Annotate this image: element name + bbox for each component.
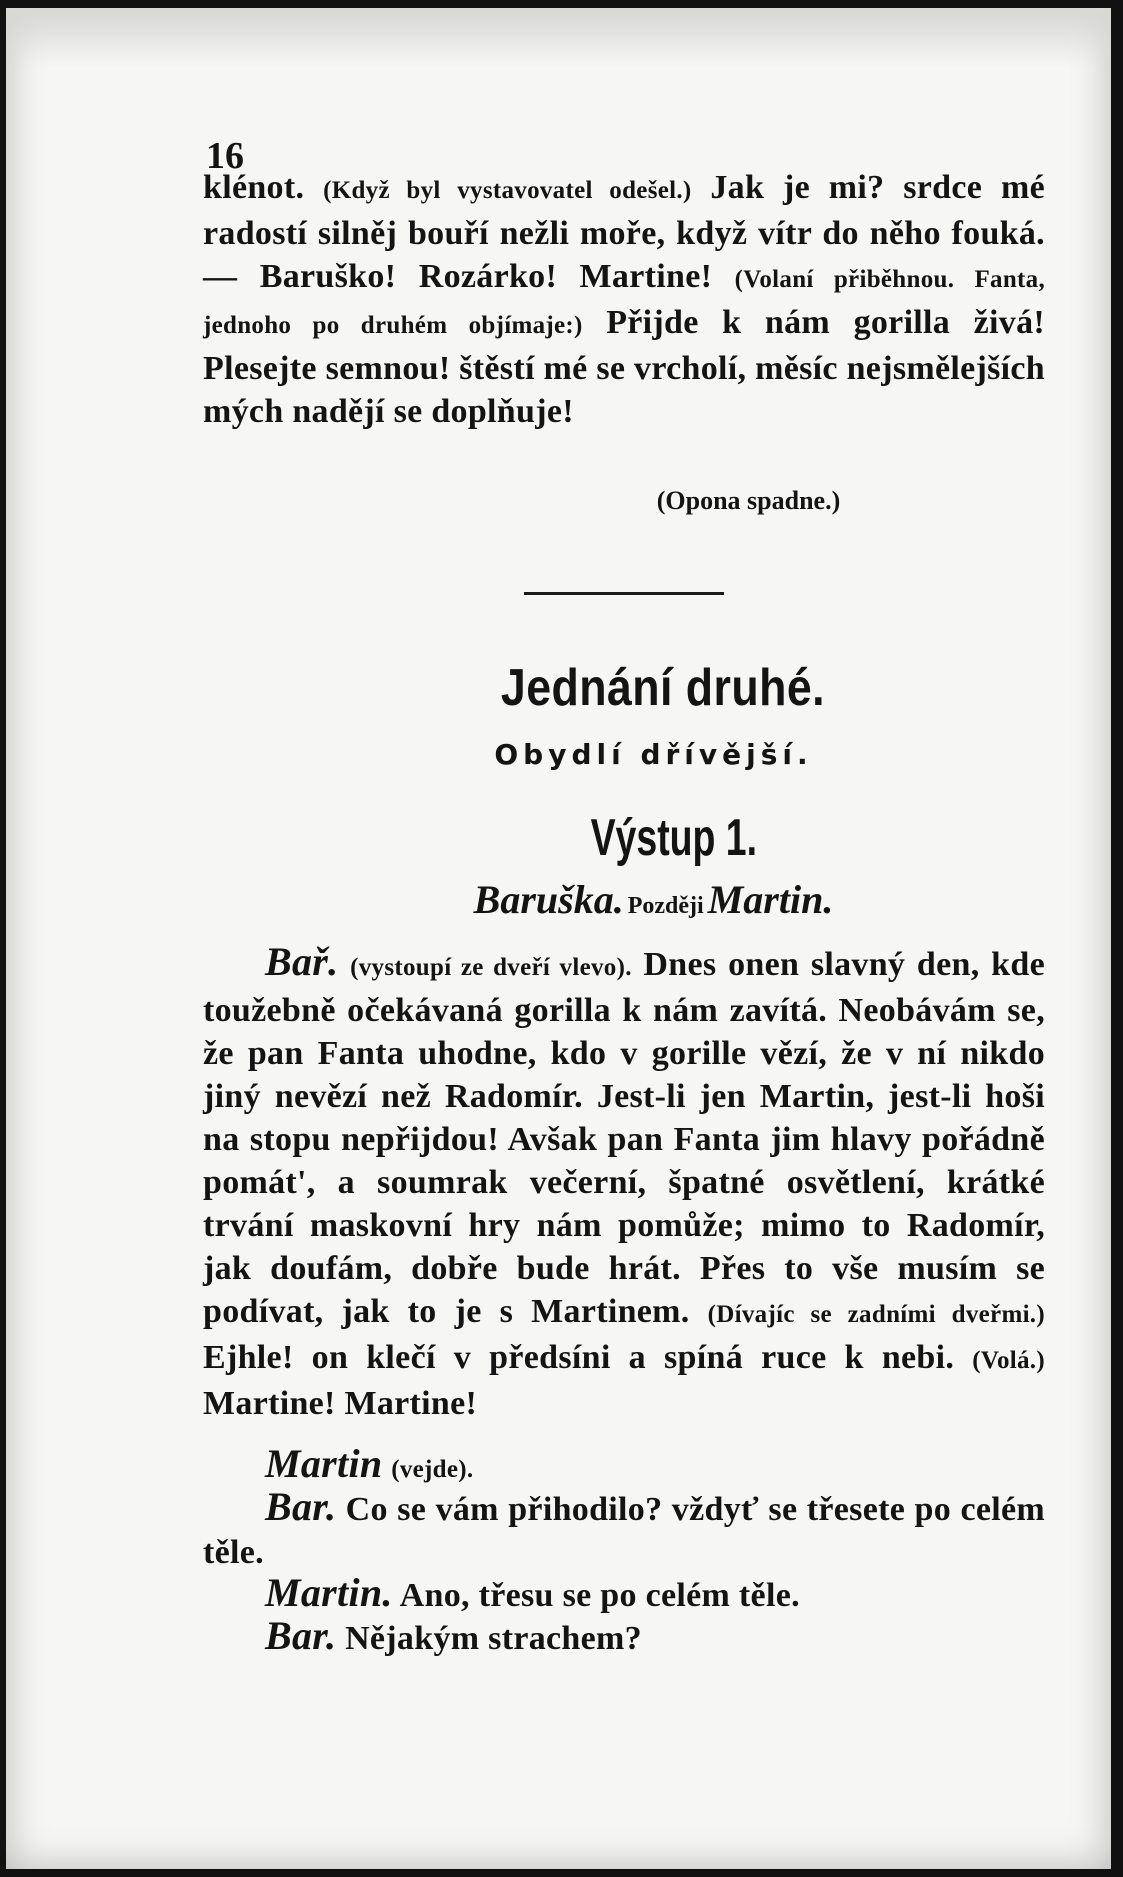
- stage-direction: (Volaní přiběhnou. Fanta, jednoho po druhém objímaje:): [203, 266, 1045, 339]
- speaker: Bar.: [265, 1484, 337, 1529]
- speech: Martine! Martine!: [203, 1385, 478, 1422]
- speech: Ano, třesu se po celém těle.: [399, 1577, 800, 1614]
- cast-first: Baruška.: [473, 877, 624, 922]
- dialogue-martin-2: [203, 1571, 1045, 1617]
- speech: Co se vám přihodilo? vždyť se třesete po celém těle.: [203, 1491, 1045, 1571]
- book-page: [6, 8, 1111, 1869]
- speaker: Martin.: [265, 1570, 393, 1615]
- text: klénot.: [203, 169, 305, 206]
- speech: Nějakým strachem?: [345, 1620, 642, 1657]
- scene-title: Výstup 1.: [590, 809, 758, 867]
- section-divider: [524, 592, 724, 595]
- speaker: Bař.: [265, 939, 339, 984]
- dialogue-baruska-2: [203, 1485, 1045, 1574]
- stage-direction: (vystoupí ze dveří vlevo).: [350, 954, 632, 981]
- curtain-direction: (Opona spadne.): [656, 486, 841, 515]
- act-title: Jednání druhé.: [500, 659, 825, 717]
- stage-direction: (Dívajíc se zadními dveřmi.): [707, 1301, 1045, 1328]
- cast-second: Martin.: [707, 877, 834, 922]
- text: Jak je mi? srdce mé radostí silněj bouří nežli moře, když vítr do něho fouká. — Baruško! Rozárko! Martine!: [203, 169, 1045, 295]
- speaker: Bar.: [265, 1613, 337, 1658]
- stage-direction: (Volá.): [972, 1347, 1045, 1374]
- speech: Ejhle! on klečí v předsíni a spíná ruce k nebi.: [203, 1339, 955, 1376]
- cast-later-label: Později: [627, 893, 704, 919]
- stage-direction: (vejde).: [391, 1456, 474, 1483]
- opening-paragraph: [203, 166, 1045, 433]
- dialogue-baruska-1: [203, 940, 1045, 1425]
- dialogue-baruska-3: [203, 1614, 1045, 1660]
- speaker: Martin: [265, 1441, 383, 1486]
- speech: Dnes onen slavný den, kde toužebně očekávaná gorilla k nám zavítá. Neobávám se, že pan Fanta uhodne, kdo v gorille vězí, že v ní nikdo jiný nevězí než Radomír. Jest-li jen Martin, jest-li hoši na stopu nepřijdou! Avšak pan Fanta jim hlavy pořádně pomát', a soumrak večerní, špatné osvětlení, krátké trvání maskovní hry nám pomůže; mimo to Radomír, jak doufám, dobře bude hrát. Přes to vše musím se podívat, jak to je s Martinem.: [203, 946, 1045, 1330]
- text: Přijde k nám gorilla živá! Plesejte semnou! štěstí mé se vrcholí, měsíc nejsmělejších mých nadějí se doplňuje!: [203, 304, 1045, 430]
- stage-direction: (Když byl vystavovatel odešel.): [323, 177, 692, 204]
- setting-line: Obydlí dřívější.: [494, 738, 813, 771]
- page-number: 16: [206, 135, 244, 177]
- cast-line: [101, 876, 1111, 923]
